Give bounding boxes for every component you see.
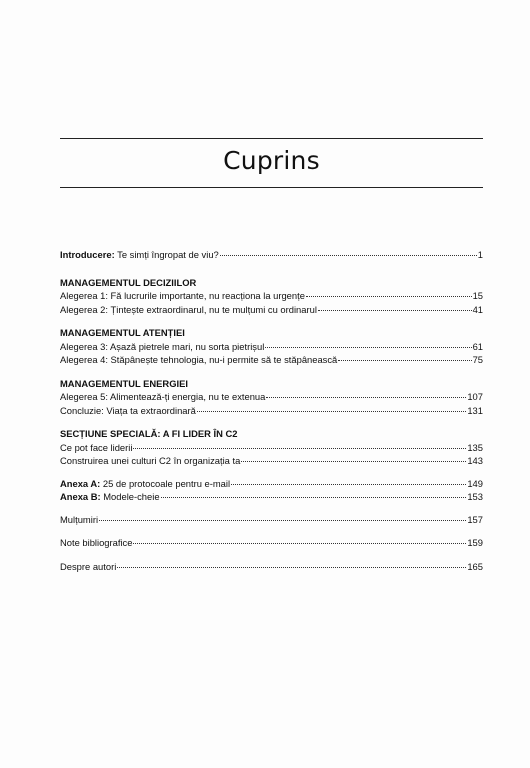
- toc-page-number: 135: [467, 441, 483, 453]
- toc-page-number: 1: [477, 249, 483, 260]
- title-rule-top: [60, 138, 483, 139]
- toc-dot-leader: [133, 543, 466, 544]
- toc-entry[interactable]: [60, 289, 483, 303]
- toc-page-number: 131: [467, 404, 483, 416]
- toc-dot-leader: [161, 497, 467, 498]
- toc-entry[interactable]: [60, 340, 483, 354]
- toc-entry-text: Ce pot face liderii: [60, 441, 133, 453]
- toc-entry-text: 25 de protocoale pentru e-mail: [100, 477, 231, 489]
- toc-entry-text: Despre autori: [60, 560, 117, 572]
- toc-entry-text: Alegerea 4: Stăpânește tehnologia, nu-i permite să te stăpânească: [60, 354, 338, 365]
- toc-page-number: 15: [472, 290, 483, 301]
- toc-dot-leader: [241, 461, 466, 462]
- toc-dot-leader: [231, 484, 466, 485]
- toc-entry[interactable]: [60, 390, 483, 404]
- toc-page-number: 61: [472, 340, 483, 352]
- toc-entry-anexa-b[interactable]: [60, 490, 483, 504]
- toc-entry-text: Alegerea 3: Așază pietrele mari, nu sorta pietrișul: [60, 340, 265, 352]
- toc-page-number: 41: [472, 303, 483, 315]
- toc-entry-anexa-a[interactable]: [60, 477, 483, 491]
- toc-entry-text: Concluzie: Viața ta extraordinară: [60, 404, 196, 416]
- toc-entry-prefix: Anexa A:: [60, 477, 101, 489]
- section-heading-atentie: MANAGEMENTUL ATENȚIEI: [60, 327, 185, 338]
- toc-dot-leader: [265, 347, 471, 348]
- toc-entry-text: Modele-cheie: [100, 491, 160, 502]
- section-heading-decizii: MANAGEMENTUL DECIZIILOR: [60, 276, 197, 288]
- toc-entry-multumiri[interactable]: [60, 513, 483, 527]
- toc-entry-despre-autori[interactable]: [60, 560, 483, 574]
- section-heading-energie: MANAGEMENTUL ENERGIEI: [60, 377, 188, 389]
- toc-page-number: 153: [467, 491, 483, 502]
- toc-dot-leader: [133, 448, 466, 449]
- toc-entry-text: Mulțumiri: [60, 513, 99, 525]
- toc-dot-leader: [99, 520, 466, 521]
- toc-entry-text: Alegerea 2: Țintește extraordinarul, nu te mulțumi cu ordinarul: [60, 303, 317, 315]
- toc-dot-leader: [197, 411, 467, 412]
- page-title: Cuprins: [223, 146, 320, 175]
- toc-page-number: 159: [467, 537, 483, 548]
- toc-entry-text: Te simți îngropat de viu?: [114, 249, 219, 260]
- toc-dot-leader: [318, 310, 472, 311]
- toc-entry[interactable]: [60, 303, 483, 317]
- toc-entry-prefix: Anexa B:: [60, 491, 101, 502]
- toc-dot-leader: [306, 296, 472, 297]
- toc-dot-leader: [117, 567, 466, 568]
- toc-entry[interactable]: [60, 353, 483, 367]
- toc-page-number: 143: [467, 455, 483, 466]
- toc-entry-prefix: Introducere:: [60, 249, 115, 260]
- toc-dot-leader: [220, 255, 477, 256]
- toc-entry-label: [60, 477, 230, 491]
- section-heading-special: SECȚIUNE SPECIALĂ: A FI LIDER ÎN C2: [60, 428, 238, 439]
- toc-page-number: 157: [467, 513, 483, 525]
- toc-page-number: 107: [467, 391, 483, 402]
- toc-entry-note-bibliografice[interactable]: [60, 536, 483, 550]
- toc-page-number: 75: [472, 354, 483, 365]
- toc-page-number: 149: [467, 477, 483, 489]
- toc-entry[interactable]: [60, 441, 483, 455]
- toc-page-number: 165: [467, 560, 483, 572]
- toc-entry[interactable]: [60, 454, 483, 468]
- toc-entry[interactable]: [60, 404, 483, 418]
- toc-entry-text: Alegerea 1: Fă lucrurile importante, nu reacționa la urgențe: [60, 290, 305, 301]
- toc-dot-leader: [338, 360, 471, 361]
- title-rule-bottom: [60, 187, 483, 188]
- toc-entry-introducere[interactable]: [60, 248, 483, 262]
- toc-entry-text: Construirea unei culturi C2 în organizația ta: [60, 455, 241, 466]
- toc-entry-label: [60, 248, 219, 262]
- toc-entry-text: Note bibliografice: [60, 537, 133, 548]
- table-of-contents: [60, 248, 483, 573]
- toc-dot-leader: [266, 397, 466, 398]
- toc-entry-text: Alegerea 5: Alimentează-ți energia, nu te extenua: [60, 391, 266, 402]
- toc-entry-label: [60, 490, 160, 504]
